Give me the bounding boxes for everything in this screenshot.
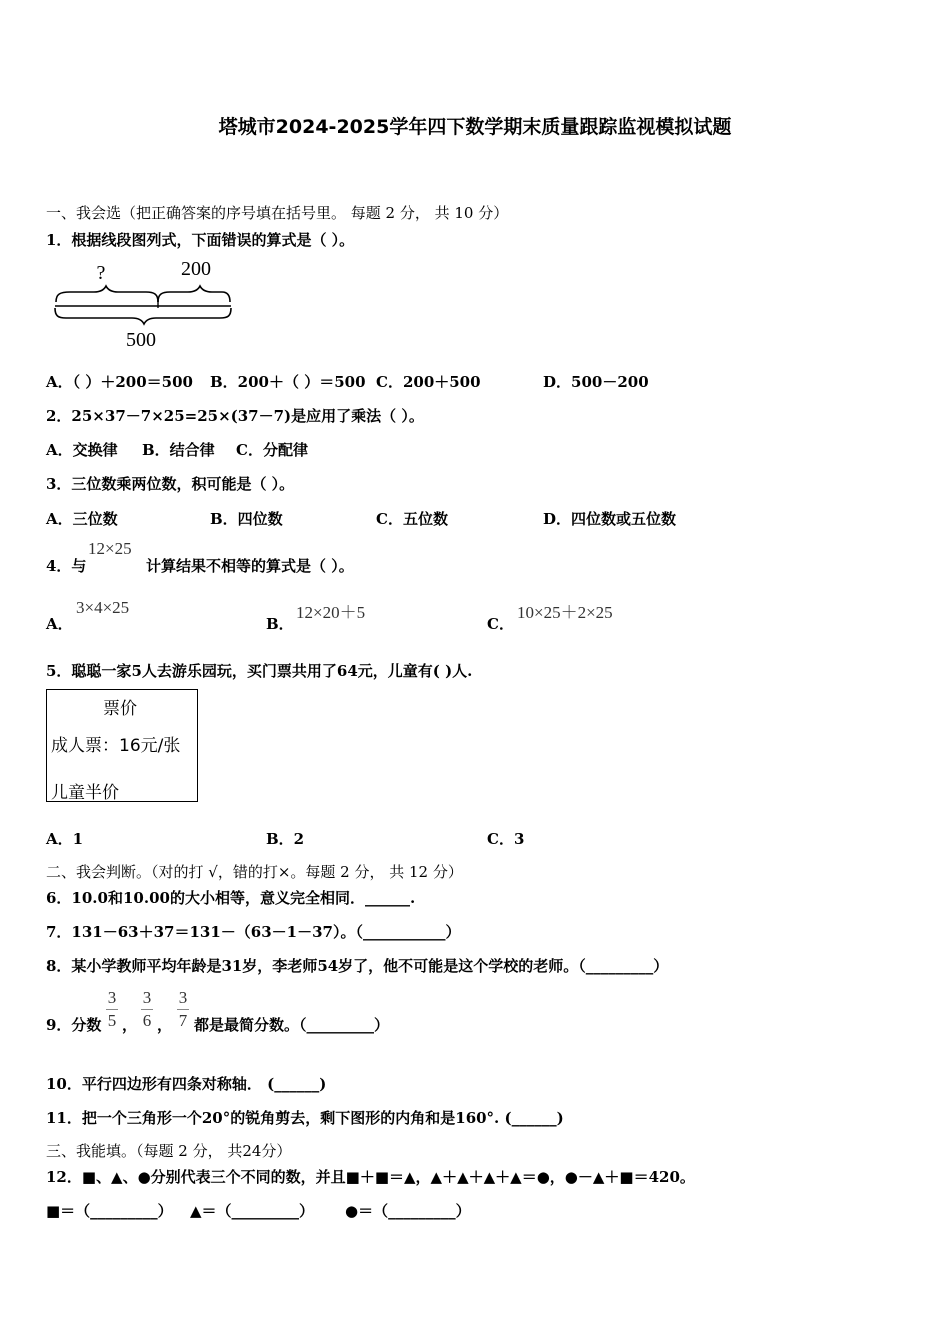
section-3-heading: 三、我能填。（每题 2 分， 共24分） [46, 1142, 292, 1160]
ticket-title: 票价 [103, 699, 137, 719]
q4-option-b-expr: 12×20＋5 [296, 603, 366, 622]
ticket-child-price: 儿童半价 [51, 783, 119, 803]
fraction-separator-1: ， [122, 1016, 138, 1034]
fraction-separator-2: ， [157, 1016, 173, 1034]
ticket-price-box [46, 689, 198, 802]
q3-option-a: A．三位数 [46, 510, 118, 528]
fraction-3-6: 3 6 [142, 988, 152, 1030]
q5-option-b: B．2 [266, 830, 305, 848]
brace-total [55, 308, 231, 324]
q2-option-a: A．交换律 [46, 441, 118, 459]
question-4-prefix: 4．与 [46, 557, 87, 575]
question-7: 7．131－63＋37＝131－（63－1－37）。（___________） [46, 923, 461, 941]
q3-option-c: C．五位数 [376, 510, 448, 528]
question-1: 1．根据线段图列式，下面错误的算式是（ ）。 [46, 231, 355, 249]
question-2: 2．25×37－7×25=25×(37－7)是应用了乘法（ ）。 [46, 407, 424, 425]
q4-option-b-label: B． [266, 615, 294, 633]
q3-option-b: B．四位数 [210, 510, 283, 528]
question-4-expression: 12×25 [88, 539, 132, 558]
question-3: 3．三位数乘两位数，积可能是（ ）。 [46, 475, 295, 493]
section-1-heading: 一、我会选（把正确答案的序号填在括号里。 每题 2 分， 共 10 分） [46, 204, 509, 222]
question-9-suffix: 都是最简分数。（_________） [194, 1016, 390, 1034]
section-2-heading: 二、我会判断。（对的打 √，错的打×。每题 2 分， 共 12 分） [46, 863, 463, 881]
q1-option-b: B．200＋（ ）＝500 [210, 373, 366, 391]
q12-answer-square: ■＝（_________） [46, 1202, 173, 1220]
q2-option-b: B．结合律 [142, 441, 215, 459]
q12-answer-triangle: ▲＝（_________） [190, 1202, 315, 1220]
ticket-adult-price: 成人票：16元/张 [51, 736, 181, 756]
q1-option-c: C．200＋500 [376, 373, 481, 391]
question-6: 6．10.0和10.00的大小相等，意义完全相同．______. [46, 889, 416, 907]
diagram-total-label: 500 [126, 329, 156, 351]
q5-option-a: A．1 [46, 830, 84, 848]
q3-option-d: D．四位数或五位数 [543, 510, 677, 528]
fraction-3-5: 3 5 [107, 988, 117, 1030]
question-8: 8．某小学教师平均年龄是31岁，李老师54岁了，他不可能是这个学校的老师。（_________） [46, 957, 669, 975]
question-11: 11．把一个三角形一个20°的锐角剪去，剩下图形的内角和是160°. (______) [46, 1109, 564, 1127]
question-9-prefix: 9．分数 [46, 1016, 102, 1034]
fraction-3-7: 3 7 [178, 988, 188, 1030]
q12-answer-circle: ●＝（_________） [345, 1202, 471, 1220]
question-5: 5．聪聪一家5人去游乐园玩，买门票共用了64元，儿童有( )人. [46, 662, 473, 680]
q2-option-c: C．分配律 [236, 441, 308, 459]
line-segment-diagram [50, 256, 240, 352]
diagram-unknown-label: ? [96, 262, 106, 284]
q4-option-a-label: A． [46, 615, 73, 633]
q1-option-d: D．500－200 [543, 373, 649, 391]
brace-left-part [56, 286, 158, 302]
q4-option-a-expr: 3×4×25 [76, 598, 130, 617]
q4-option-c-expr: 10×25＋2×25 [517, 603, 613, 622]
page-title: 塔城市2024-2025学年四下数学期末质量跟踪监视模拟试题 [218, 116, 732, 138]
q4-option-c-label: C． [487, 615, 514, 633]
q1-option-a: A．（ ）＋200＝500 [46, 373, 193, 391]
diagram-part-label: 200 [181, 258, 211, 280]
question-12: 12．■、▲、●分别代表三个不同的数，并且■＋■＝▲，▲＋▲＋▲＋▲＝●，●－▲＋■＝420。 [46, 1168, 695, 1186]
question-4-suffix: 计算结果不相等的算式是（ ）。 [146, 557, 354, 575]
question-10: 10．平行四边形有四条对称轴． (______) [46, 1075, 327, 1093]
q5-option-c: C．3 [487, 830, 525, 848]
brace-right-part [158, 286, 230, 302]
